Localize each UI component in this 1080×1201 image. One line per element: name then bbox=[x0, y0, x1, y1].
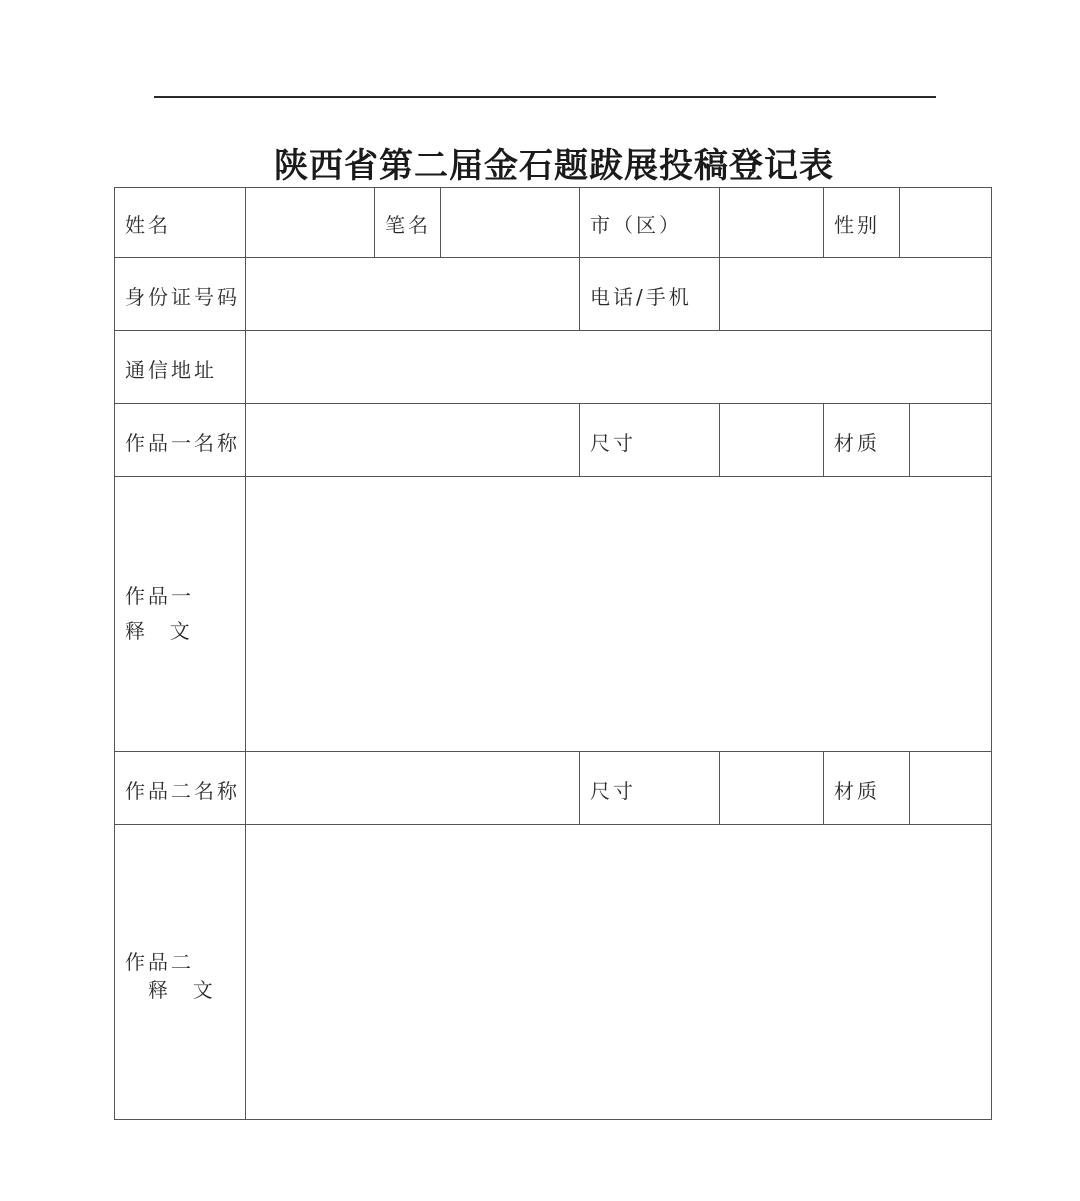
work1-name-label: 作品一名称 bbox=[125, 431, 240, 455]
column-divider bbox=[245, 187, 246, 1120]
work1-material-label: 材质 bbox=[834, 431, 880, 455]
column-divider bbox=[823, 403, 824, 476]
pen-name-label: 笔名 bbox=[385, 213, 431, 237]
column-divider bbox=[909, 403, 910, 476]
city-input[interactable] bbox=[721, 189, 822, 256]
work2-size-input[interactable] bbox=[721, 753, 822, 823]
name-input[interactable] bbox=[247, 189, 373, 256]
phone-input[interactable] bbox=[721, 259, 991, 329]
column-divider bbox=[579, 187, 580, 257]
phone-label: 电话/手机 bbox=[590, 285, 692, 309]
column-divider bbox=[823, 751, 824, 824]
column-divider bbox=[719, 751, 720, 824]
column-divider bbox=[899, 187, 900, 257]
work1-transcript-input[interactable] bbox=[247, 478, 991, 750]
column-divider bbox=[719, 257, 720, 330]
gender-label: 性别 bbox=[834, 213, 880, 237]
column-divider bbox=[579, 257, 580, 330]
work2-name-input[interactable] bbox=[247, 753, 578, 823]
work2-size-label: 尺寸 bbox=[590, 779, 636, 803]
form-title: 陕西省第二届金石题跋展投稿登记表 bbox=[274, 146, 834, 186]
city-label: 市（区） bbox=[590, 213, 682, 237]
work1-name-input[interactable] bbox=[247, 405, 578, 475]
name-label: 姓名 bbox=[125, 213, 171, 237]
column-divider bbox=[440, 187, 441, 257]
column-divider bbox=[823, 187, 824, 257]
work2-transcript-label-2: 释 文 bbox=[148, 978, 217, 1002]
work1-size-label: 尺寸 bbox=[590, 431, 636, 455]
address-label: 通信地址 bbox=[125, 358, 217, 382]
work2-transcript-label: 作品二 bbox=[125, 950, 194, 974]
header-rule bbox=[154, 96, 936, 98]
work2-transcript-input[interactable] bbox=[247, 826, 991, 1118]
gender-input[interactable] bbox=[901, 189, 991, 256]
work2-name-label: 作品二名称 bbox=[125, 779, 240, 803]
id-number-label: 身份证号码 bbox=[125, 285, 240, 309]
column-divider bbox=[719, 403, 720, 476]
work2-material-input[interactable] bbox=[911, 753, 991, 823]
work1-transcript-label-2: 释 文 bbox=[125, 619, 194, 643]
id-number-input[interactable] bbox=[247, 259, 578, 329]
pen-name-input[interactable] bbox=[442, 189, 578, 256]
work1-size-input[interactable] bbox=[721, 405, 822, 475]
work2-material-label: 材质 bbox=[834, 779, 880, 803]
column-divider bbox=[579, 403, 580, 476]
work1-transcript-label: 作品一 bbox=[125, 584, 194, 608]
column-divider bbox=[579, 751, 580, 824]
column-divider bbox=[909, 751, 910, 824]
address-input[interactable] bbox=[247, 332, 991, 402]
column-divider bbox=[374, 187, 375, 257]
column-divider bbox=[719, 187, 720, 257]
work1-material-input[interactable] bbox=[911, 405, 991, 475]
